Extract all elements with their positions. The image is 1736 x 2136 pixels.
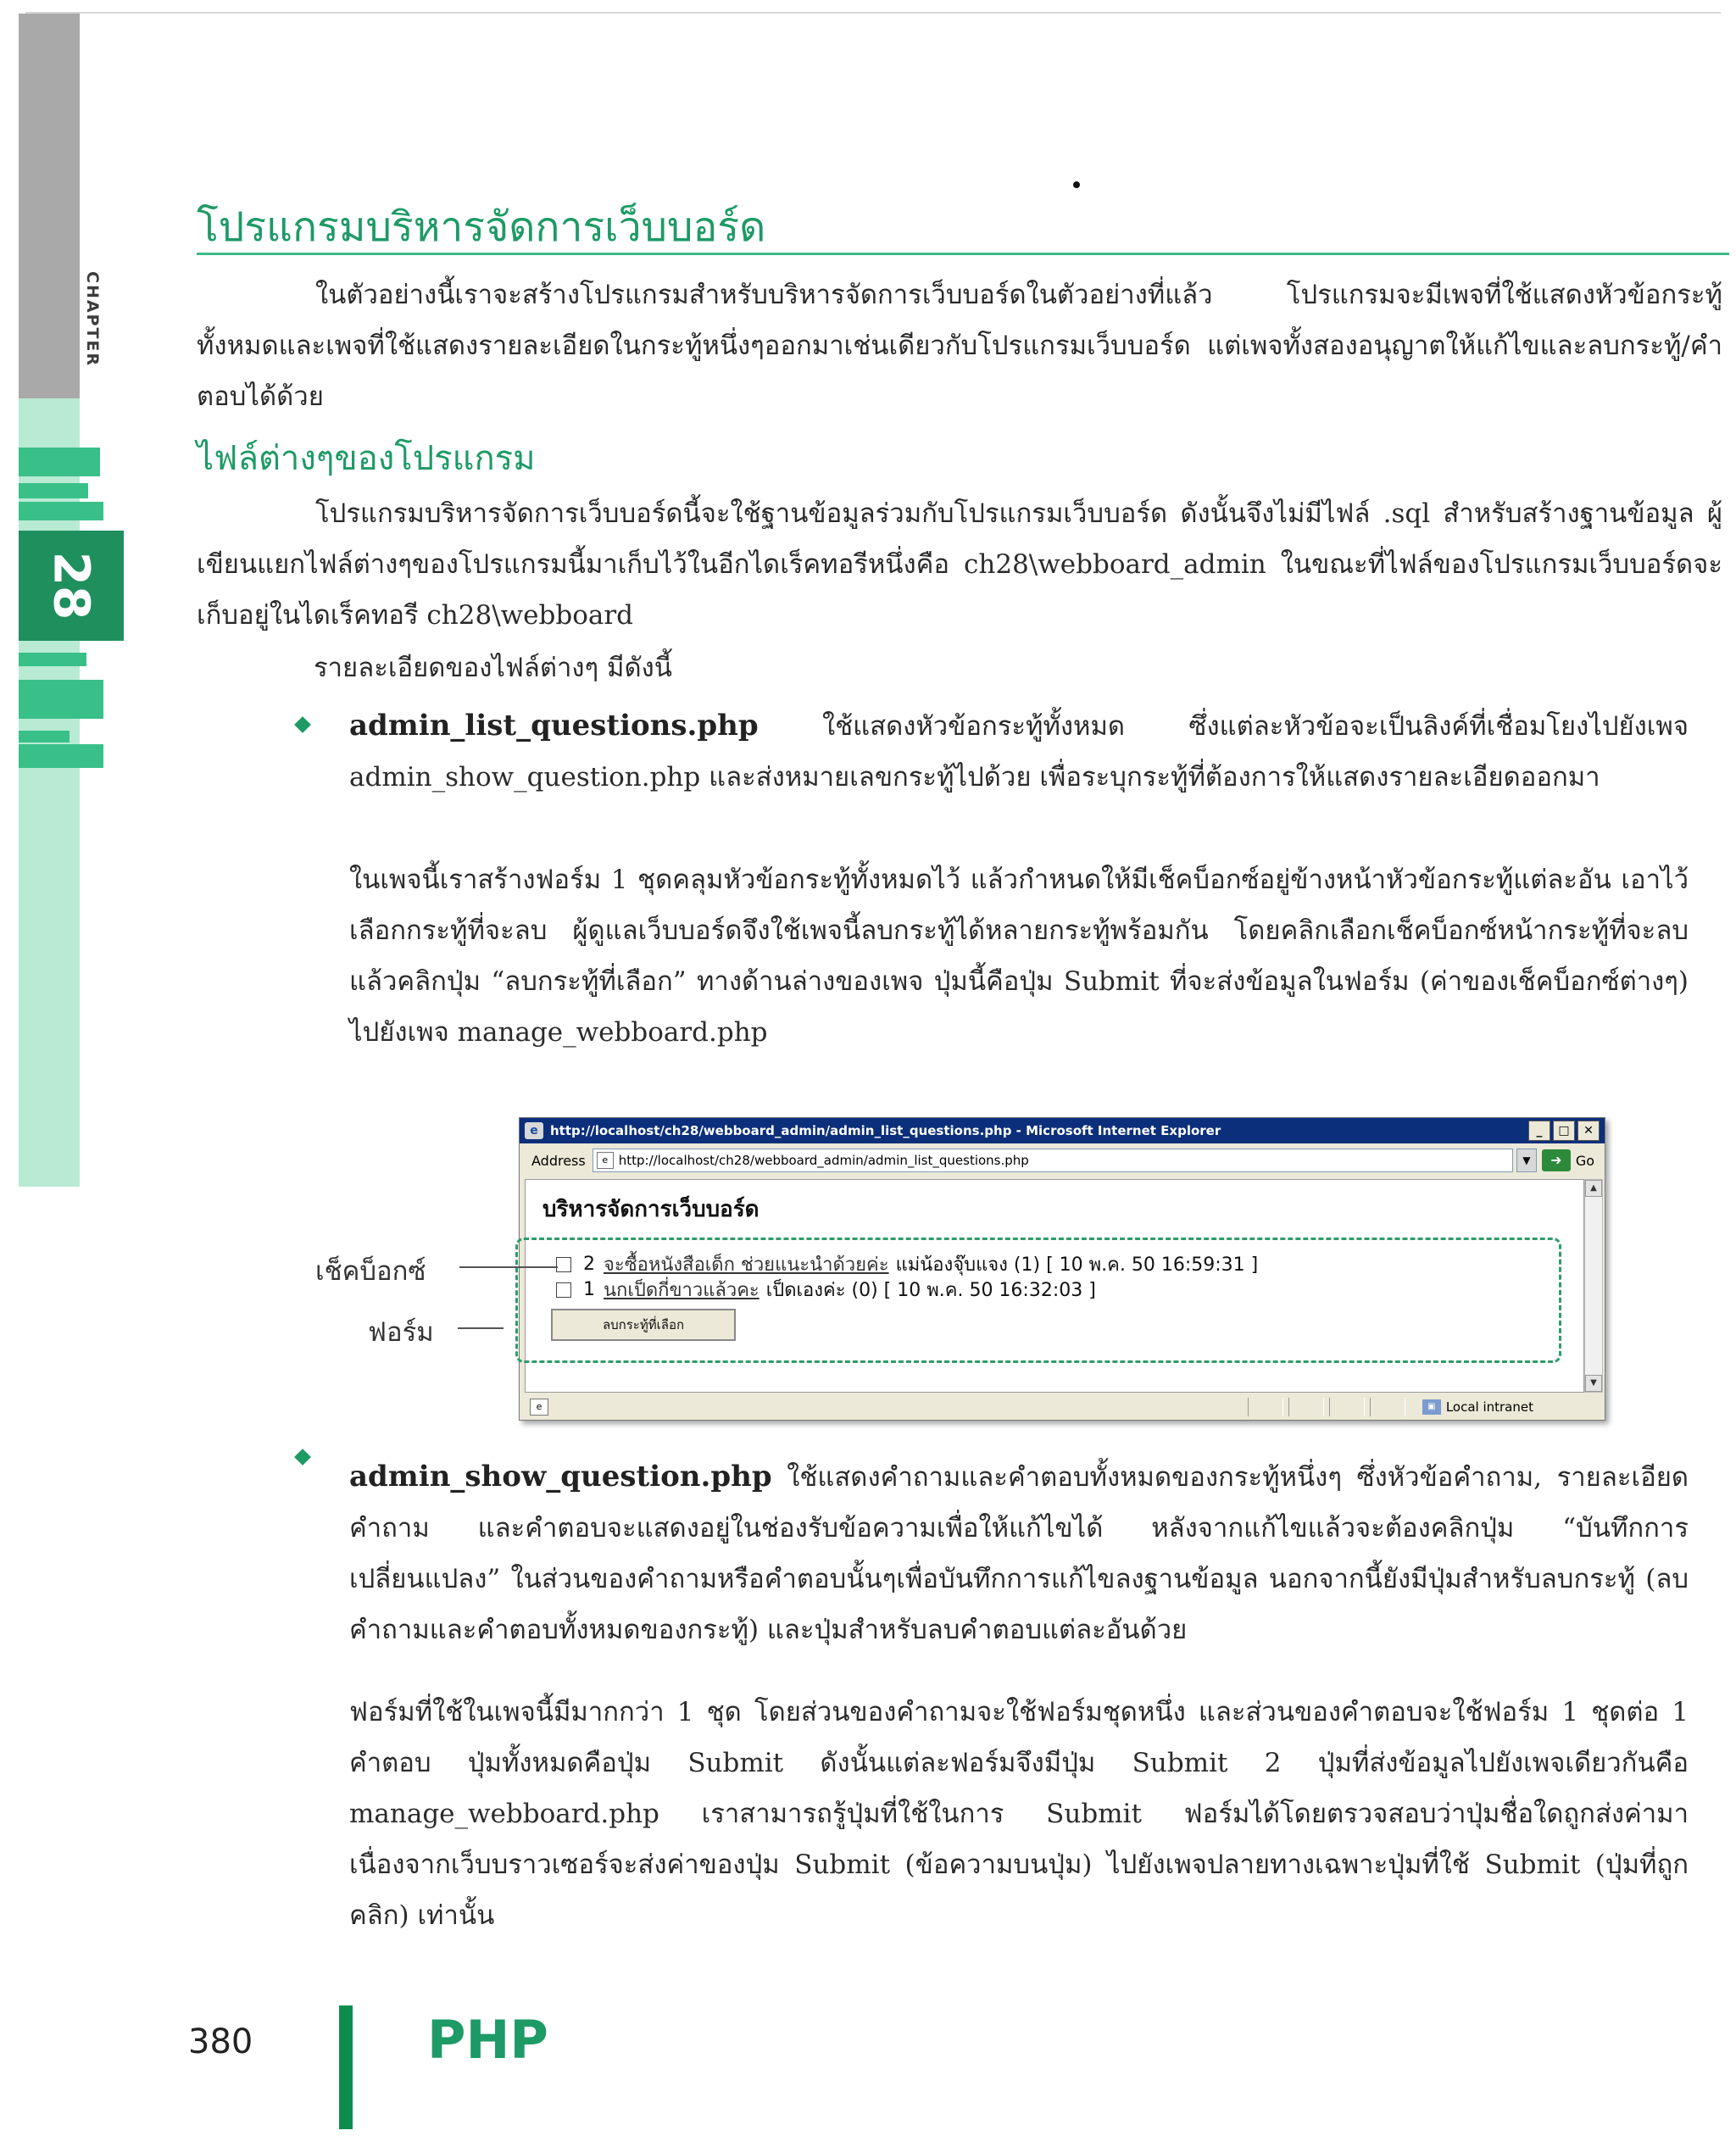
bullet-icon <box>294 1449 311 1466</box>
page-number: 380 <box>188 2022 253 2061</box>
status-separator <box>1288 1398 1324 1416</box>
scroll-up-icon[interactable]: ▲ <box>1585 1180 1602 1197</box>
question-meta: แม่น้องจุ๊บแจง (1) [ 10 พ.ค. 50 16:59:31 ] <box>895 1254 1259 1276</box>
vertical-scrollbar[interactable] <box>1584 1179 1603 1393</box>
browser-screenshot <box>519 1117 1605 1421</box>
section-title-rule <box>197 253 1729 255</box>
item-description <box>349 700 1689 803</box>
admin-page-heading: บริหารจัดการเว็บบอร์ด <box>542 1197 760 1222</box>
minimize-icon[interactable]: _ <box>1528 1121 1550 1141</box>
item-extra: ในเพจนี้เราสร้างฟอร์ม 1 ชุดคลุมหัวข้อกระทู้ทั้งหมดไว้ แล้วกำหนดให้มีเช็คบ็อกซ์อยู่ข้างหน้าหัวข้อกระทู้แต่ละอัน เอาไว้เลือกกระทู้ที่จะลบ ผู้ดูแลเว็บบอร์ดจึงใช้เพจนี้ลบกระทู้ได้หลายกระทู้พร้อมกัน โดยคลิกเลือกเช็คบ็อกซ์หน้ากระทู้ที่จะลบ แล้วคลิกปุ่ม “ลบกระทู้ที่เลือก” ทางด้านล่างของเพจ ปุ่มนี้คือปุ่ม Submit ที่จะส่งข้อมูลในฟอร์ม (ค่าของเช็คบ็อกซ์ต่างๆ) ไปยังเพจ manage_webboard.php <box>349 865 1689 1048</box>
details-intro: รายละเอียดของไฟล์ต่างๆ มีดังนี้ <box>314 653 672 683</box>
form-callout: ฟอร์ม <box>368 1317 434 1348</box>
browser-titlebar <box>520 1118 1605 1143</box>
question-id: 1 <box>583 1279 595 1300</box>
close-icon[interactable]: ✕ <box>1577 1121 1600 1141</box>
chapter-number-tab <box>19 531 124 641</box>
item-extra: ฟอร์มที่ใช้ในเพจนี้มีมากกว่า 1 ชุด โดยส่วนของคำถามจะใช้ฟอร์มชุดหนึ่ง และส่วนของคำตอบจะใช้ฟอร์ม 1 ชุดต่อ 1 คำตอบ ปุ่มทั้งหมดคือปุ่ม Submit ดังนั้นแต่ละฟอร์มจึงมีปุ่ม Submit 2 ปุ่มที่ส่งข้อมูลไปยังเพจเดียวกันคือ manage_webboard.php เราสามารถรู้ปุ่มที่ใช้ในการ Submit ฟอร์มได้โดยตรวจสอบว่าปุ่มชื่อใดถูกส่งค่ามา เนื่องจากเว็บบราวเซอร์จะส่งค่าของปุ่ม Submit (ข้อความบนปุ่ม) ไปยังเพจปลายทางเฉพาะปุ่มที่ใช้ Submit (ปุ่มที่ถูกคลิก) เท่านั้น <box>349 1697 1689 1931</box>
side-stripe <box>19 483 88 498</box>
question-row <box>556 1275 1096 1304</box>
address-url: http://localhost/ch28/webboard_admin/admin_list_questions.php <box>618 1153 1029 1168</box>
chapter-number: 28 <box>42 551 100 620</box>
side-stripe <box>19 653 86 666</box>
top-edge-line <box>25 12 1721 14</box>
intro-paragraph: ในตัวอย่างนี้เราจะสร้างโปรแกรมสำหรับบริหารจัดการเว็บบอร์ดในตัวอย่างที่แล้ว โปรแกรมจะมีเพจที่ใช้แสดงหัวข้อกระทู้ทั้งหมดและเพจที่ใช้แสดงรายละเอียดในกระทู้หนึ่งๆออกมาเช่นเดียวกับโปรแกรมเว็บบอร์ด แต่เพจทั้งสองอนุญาตให้แก้ไขและลบกระทู้/คำตอบได้ด้วย <box>197 280 1722 412</box>
subsection-title: ไฟล์ต่างๆของโปรแกรม <box>197 439 536 478</box>
status-separator <box>1370 1398 1405 1416</box>
go-arrow-icon[interactable]: ➜ <box>1542 1149 1571 1171</box>
files-paragraph: โปรแกรมบริหารจัดการเว็บบอร์ดนี้จะใช้ฐานข้อมูลร่วมกับโปรแกรมเว็บบอร์ด ดังนั้นจึงไม่มีไฟล์ .sql สำหรับสร้างฐานข้อมูล ผู้เขียนแยกไฟล์ต่างๆของโปรแกรมนี้มาเก็บไว้ในอีกไดเร็คทอรีหนึ่งคือ ch28\webboard_admin ในขณะที่ไฟล์ของโปรแกรมเว็บบอร์ดจะเก็บอยู่ในไดเร็คทอรี ch28\webboard <box>197 498 1722 631</box>
browser-content <box>525 1179 1584 1393</box>
section-title: โปรแกรมบริหารจัดการเว็บบอร์ด <box>197 203 766 251</box>
window-controls <box>1528 1121 1600 1141</box>
item-filename: admin_show_question.php <box>349 1460 772 1494</box>
question-id: 2 <box>583 1254 595 1275</box>
question-link[interactable]: จะซื้อหนังสือเด็ก ช่วยแนะนำด้วยค่ะ <box>604 1254 889 1276</box>
address-bar <box>520 1145 1605 1176</box>
item-filename: admin_list_questions.php <box>349 709 759 743</box>
footer-bar <box>339 2005 353 2129</box>
side-stripe <box>19 744 103 768</box>
checkbox-callout: เช็คบ็อกซ์ <box>315 1256 426 1287</box>
intranet-zone-icon: ▣ <box>1422 1399 1441 1415</box>
question-link[interactable]: นกเป็ดกี่ขาวแล้วคะ <box>604 1280 760 1301</box>
side-stripe <box>19 731 70 743</box>
chapter-label: CHAPTER <box>83 271 102 368</box>
status-separator <box>1329 1398 1365 1416</box>
side-stripe <box>19 502 103 520</box>
item-description <box>349 1451 1689 1655</box>
page-icon: e <box>597 1152 614 1169</box>
book-title: PHP <box>427 2009 548 2071</box>
browser-title: http://localhost/ch28/webboard_admin/admin_list_questions.php - Microsoft Internet Explorer <box>550 1123 1221 1138</box>
status-bar <box>520 1394 1605 1420</box>
address-input[interactable] <box>593 1149 1513 1172</box>
scroll-down-icon[interactable]: ▼ <box>1585 1375 1602 1392</box>
status-zone: Local intranet <box>1445 1399 1533 1415</box>
side-stripe <box>19 448 100 476</box>
address-label: Address <box>531 1152 586 1169</box>
side-stripe <box>19 680 103 719</box>
maximize-icon[interactable]: □ <box>1553 1121 1575 1141</box>
checkbox-callout-line <box>459 1266 558 1268</box>
page-done-icon: e <box>530 1399 548 1416</box>
question-checkbox[interactable] <box>556 1282 571 1298</box>
form-callout-line <box>458 1327 504 1329</box>
item-description-text: ใช้แสดงคำถามและคำตอบทั้งหมดของกระทู้หนึ่งๆ ซึ่งหัวข้อคำถาม, รายละเอียดคำถาม และคำตอบจะแสดงอยู่ในช่องรับข้อความเพื่อให้แก้ไขได้ หลังจากแก้ไขแล้วจะต้องคลิกปุ่ม “บันทึกการเปลี่ยนแปลง” ในส่วนของคำถามหรือคำตอบนั้นๆเพื่อบันทึกการแก้ไขลงฐานข้อมูล นอกจากนี้ยังมีปุ่มสำหรับลบกระทู้ (ลบคำถามและคำตอบทั้งหมดของกระทู้) และปุ่มสำหรับลบคำตอบแต่ละอันด้วย <box>349 1462 1689 1645</box>
status-separator <box>1248 1398 1283 1416</box>
go-button[interactable]: Go <box>1575 1152 1594 1169</box>
print-speck <box>1073 181 1080 188</box>
bullet-icon <box>294 716 311 733</box>
question-meta: เป็ดเองค่ะ (0) [ 10 พ.ค. 50 16:32:03 ] <box>765 1280 1096 1301</box>
ie-logo-icon: e <box>525 1122 543 1139</box>
delete-selected-button[interactable]: ลบกระทู้ที่เลือก <box>551 1309 736 1341</box>
item-description-text: ใช้แสดงหัวข้อกระทู้ทั้งหมด ซึ่งแต่ละหัวข้อจะเป็นลิงค์ที่เชื่อมโยงไปยังเพจ admin_show_question.php และส่งหมายเลขกระทู้ไปด้วย เพื่อระบุกระทู้ที่ต้องการให้แสดงรายละเอียดออกมา <box>349 711 1689 793</box>
address-dropdown-icon[interactable]: ▼ <box>1516 1149 1537 1172</box>
question-checkbox[interactable] <box>556 1257 571 1272</box>
